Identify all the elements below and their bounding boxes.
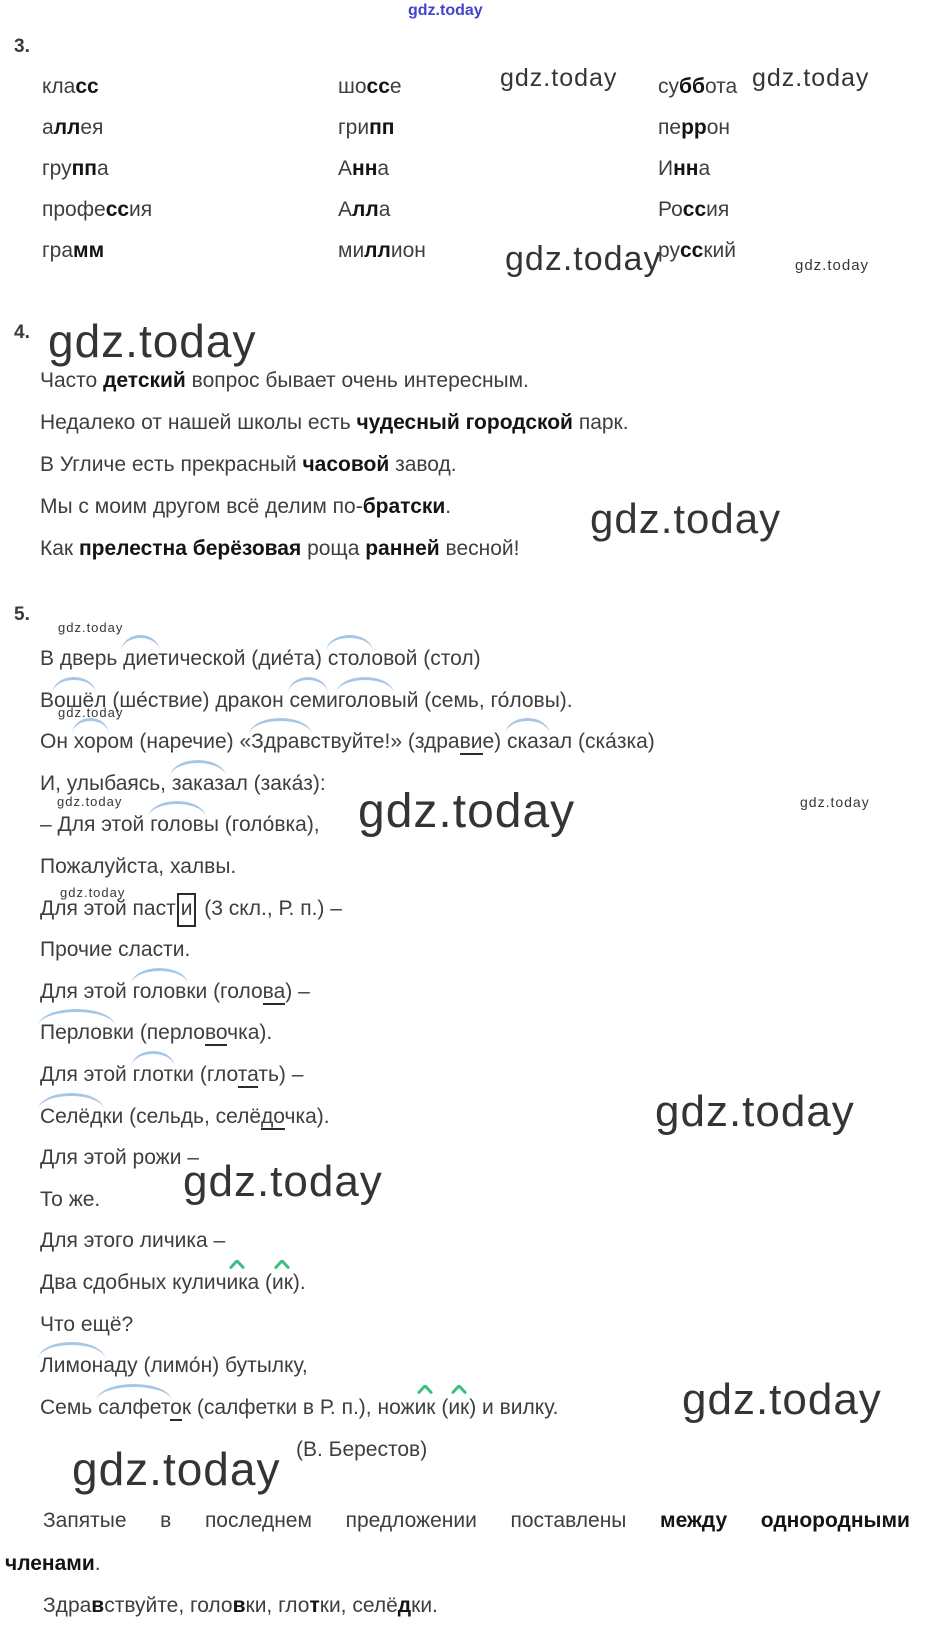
- text: а (: [247, 1271, 272, 1294]
- text: шо: [338, 75, 367, 98]
- text: ки (гло: [173, 1063, 238, 1086]
- text: ть) –: [258, 1063, 304, 1086]
- text: а: [698, 157, 711, 180]
- watermark: gdz.today: [58, 620, 124, 635]
- bold-text: сс: [105, 198, 130, 221]
- watermark: gdz.today: [590, 495, 782, 542]
- watermark: gdz.today: [72, 1443, 281, 1495]
- watermark: gdz.today: [358, 785, 576, 838]
- text: ы (голо́вка),: [203, 813, 320, 836]
- poem-line: [40, 1312, 133, 1338]
- watermark: gdz.today: [57, 794, 123, 809]
- text: ия: [706, 198, 730, 221]
- bold-text: однородными: [760, 1509, 910, 1532]
- text: к (салфетки в Р. п.), нож: [181, 1396, 415, 1419]
- text: (3 скл., Р. п.) –: [198, 897, 342, 920]
- watermark: gdz.today: [655, 1087, 855, 1136]
- text: весной!: [439, 537, 520, 560]
- poem-line: [40, 1145, 199, 1171]
- sentence: [40, 452, 457, 478]
- word: [42, 197, 152, 223]
- text: Для этой паст: [40, 897, 176, 920]
- poem-line: [40, 1104, 330, 1130]
- text: Два сдобных кулич: [40, 1271, 227, 1294]
- text: Пожалуйста, халвы.: [40, 855, 237, 878]
- text: Он: [40, 730, 74, 753]
- sentence: [40, 368, 529, 394]
- text: Для этой: [40, 980, 133, 1003]
- bold-text: лл: [53, 116, 81, 139]
- text: су: [658, 75, 679, 98]
- text: А: [338, 198, 353, 221]
- answer-note: [5, 1509, 910, 1533]
- text: ствуйте!» (здра: [310, 730, 460, 753]
- watermark: gdz.today: [682, 1375, 882, 1424]
- text: Мы с моим другом всё делим по-: [40, 495, 363, 518]
- text: предложении: [345, 1509, 477, 1532]
- root-arc-mark: сказ: [507, 730, 549, 753]
- root-arc-mark: ошё: [54, 689, 95, 712]
- text: ота: [704, 75, 738, 98]
- text: ом (наречие) «: [107, 730, 252, 753]
- text: а: [377, 157, 390, 180]
- poem-line: [40, 688, 573, 714]
- bold-text: в: [232, 1594, 246, 1617]
- text: Что ещё?: [40, 1313, 134, 1336]
- text: ).: [292, 1271, 306, 1294]
- text: ки (перло: [113, 1021, 205, 1044]
- poem-line: [40, 1020, 272, 1046]
- root-arc-mark: Перлов: [40, 1021, 114, 1044]
- text: ки (сельдь, селё: [102, 1105, 262, 1128]
- bold-text: прелестна берёзовая: [78, 537, 302, 560]
- bold-text: детский: [103, 369, 186, 392]
- text: профе: [42, 198, 106, 221]
- text: Ро: [658, 198, 683, 221]
- text: ал (ска́зка): [548, 730, 655, 753]
- text: чка).: [227, 1021, 273, 1044]
- text: Для этого личика –: [40, 1229, 226, 1252]
- text: Для этой рожи –: [40, 1146, 199, 1169]
- watermark: gdz.today: [48, 315, 257, 367]
- word: [338, 197, 390, 223]
- watermark: gdz.today: [505, 240, 662, 278]
- poem-line: [40, 1270, 306, 1296]
- watermark: gdz.today: [795, 257, 870, 274]
- text: То же.: [40, 1188, 101, 1211]
- suffix-caret-mark: ик: [226, 1271, 248, 1294]
- word: [338, 74, 402, 100]
- root-arc-mark: глот: [132, 1063, 174, 1086]
- root-arc-mark: сем: [289, 689, 327, 712]
- text: Запятые: [43, 1509, 127, 1532]
- text: В дверь: [40, 647, 124, 670]
- poem-line: [40, 1353, 308, 1379]
- text: – Для этой: [40, 813, 151, 836]
- root-arc-mark: голов: [132, 980, 187, 1003]
- poem-line: [40, 979, 310, 1005]
- ending-box-mark: и: [177, 893, 197, 927]
- text: завод.: [389, 453, 457, 476]
- text: ки, селё: [319, 1594, 398, 1617]
- text: (: [435, 1396, 449, 1419]
- text: пе: [658, 116, 682, 139]
- watermark: gdz.today: [58, 705, 124, 720]
- poem-line: [40, 1062, 303, 1088]
- suffix-caret-mark: ик: [271, 1271, 293, 1294]
- root-arc-mark: заказ: [171, 772, 224, 795]
- text: ) –: [285, 980, 310, 1003]
- underline-mark: до: [261, 1105, 285, 1128]
- poem-line: [40, 1395, 558, 1421]
- bold-text: рр: [681, 116, 707, 139]
- text: Семь: [40, 1396, 99, 1419]
- poem-line: [40, 729, 655, 755]
- root-arc-mark: хор: [73, 730, 108, 753]
- text: ствуйте, голо: [104, 1594, 233, 1617]
- watermark: gdz.today: [800, 794, 870, 810]
- text: гри: [338, 116, 370, 139]
- text: ми: [338, 239, 365, 262]
- poem-line: [40, 854, 236, 880]
- exercise-5-number: 5.: [14, 604, 30, 625]
- word: [658, 197, 729, 223]
- bold-text: чудесный городской: [356, 411, 573, 434]
- bold-text: лл: [352, 198, 379, 221]
- text: Для этой: [40, 1063, 133, 1086]
- text: е: [389, 75, 402, 98]
- root-arc-mark: голов: [337, 689, 392, 712]
- underline-mark: ва: [262, 980, 286, 1003]
- suffix-caret-mark: ик: [448, 1396, 470, 1419]
- text: в: [160, 1509, 172, 1532]
- suffix-caret-mark: ик: [414, 1396, 436, 1419]
- text: вопрос бывает очень интересным.: [185, 369, 529, 392]
- root-arc-mark: дие: [123, 647, 159, 670]
- text: кий: [703, 239, 736, 262]
- bold-text: нн: [352, 157, 378, 180]
- text: и: [326, 689, 338, 712]
- note-line: [5, 1551, 101, 1577]
- root-arc-mark: Здрав: [251, 730, 311, 753]
- underline-mark: та: [237, 1063, 259, 1086]
- text: Здра: [43, 1594, 92, 1617]
- bold-text: часовой: [302, 453, 390, 476]
- bold-text: бб: [679, 75, 705, 98]
- word: [42, 156, 109, 182]
- poem-line: [40, 896, 342, 922]
- bold-text: лл: [364, 239, 391, 262]
- bold-text: сс: [75, 75, 99, 98]
- bold-text: пп: [369, 116, 395, 139]
- word: [658, 156, 710, 182]
- final-words-line: [43, 1593, 438, 1619]
- text: ки.: [411, 1594, 438, 1617]
- bold-text: сс: [679, 239, 704, 262]
- root-arc-mark: Селёд: [40, 1105, 103, 1128]
- underline-mark: во: [205, 1021, 228, 1044]
- watermark: gdz.today: [500, 64, 618, 92]
- word: [338, 115, 394, 141]
- word: [338, 238, 426, 264]
- word: [338, 156, 389, 182]
- bold-text: т: [309, 1594, 320, 1617]
- text: .: [94, 1552, 101, 1575]
- text: ру: [658, 239, 680, 262]
- word: [42, 238, 104, 264]
- text: В: [40, 689, 55, 712]
- text: овой (стол): [371, 647, 481, 670]
- text: В Угличе есть прекрасный: [40, 453, 303, 476]
- sentence: [40, 494, 451, 520]
- text: аду (лимо́н) бутылку,: [103, 1354, 308, 1377]
- text: Как: [40, 537, 79, 560]
- text: ия: [129, 198, 153, 221]
- text: Недалеко от нашей школы есть: [40, 411, 357, 434]
- text: ки (голо: [186, 980, 263, 1003]
- text: ея: [80, 116, 104, 139]
- text: Прочие сласти.: [40, 938, 191, 961]
- text: кла: [42, 75, 76, 98]
- poem-author: (В. Берестов): [296, 1438, 428, 1461]
- root-arc-mark: стол: [327, 647, 372, 670]
- poem-line: [40, 1228, 225, 1254]
- text: .: [445, 495, 452, 518]
- text: последнем: [204, 1509, 312, 1532]
- text: чка).: [284, 1105, 330, 1128]
- text: ) и вилку.: [469, 1396, 559, 1419]
- poem-line: [40, 646, 481, 672]
- watermark: gdz.today: [752, 64, 870, 92]
- text: а: [42, 116, 54, 139]
- word: [658, 238, 736, 264]
- exercise-4-number: 4.: [14, 322, 30, 343]
- text: тической (дие́та): [158, 647, 328, 670]
- sentence: [40, 536, 519, 562]
- text: он: [706, 116, 730, 139]
- bold-text: пп: [71, 157, 97, 180]
- bold-text: в: [91, 1594, 105, 1617]
- text: а: [378, 198, 391, 221]
- text: парк.: [572, 411, 629, 434]
- text: И, улыбаясь,: [40, 772, 172, 795]
- underline-mark: о: [170, 1396, 182, 1419]
- text: а: [96, 157, 109, 180]
- text: ион: [390, 239, 426, 262]
- poem-line: [40, 771, 326, 797]
- root-arc-mark: Лимон: [40, 1354, 104, 1377]
- bold-text: д: [397, 1594, 412, 1617]
- watermark: gdz.today: [60, 885, 126, 900]
- poem-line: [40, 812, 320, 838]
- bold-text: братски: [362, 495, 446, 518]
- text: Часто: [40, 369, 104, 392]
- poem-line: [40, 1187, 100, 1213]
- root-arc-mark: голов: [150, 813, 204, 836]
- root-arc-mark: салфет: [98, 1396, 171, 1419]
- exercise-3-number: 3.: [14, 36, 30, 57]
- word: [658, 115, 730, 141]
- text: гру: [42, 157, 72, 180]
- note-line: [5, 1509, 910, 1533]
- word: [42, 115, 103, 141]
- bold-text: нн: [673, 157, 699, 180]
- bold-text: сс: [366, 75, 390, 98]
- text: л (ше́ствие) дракон: [94, 689, 290, 712]
- bold-text: членами: [5, 1552, 95, 1575]
- bold-text: ранней: [365, 537, 440, 560]
- text: А: [338, 157, 353, 180]
- watermark: gdz.today: [183, 1157, 383, 1206]
- bold-text: между: [660, 1509, 728, 1532]
- text: роща: [301, 537, 366, 560]
- word: [658, 74, 737, 100]
- text: И: [658, 157, 674, 180]
- text: ки, гло: [245, 1594, 310, 1617]
- text: поставлены: [510, 1509, 627, 1532]
- watermark: gdz.today: [408, 2, 483, 19]
- bold-text: сс: [682, 198, 707, 221]
- poem-line: [40, 937, 190, 963]
- text: ал (зака́з):: [223, 772, 326, 795]
- text: гра: [42, 239, 74, 262]
- underline-mark: ви: [459, 730, 483, 753]
- sentence: [40, 410, 629, 436]
- text: е): [482, 730, 508, 753]
- word: [42, 74, 99, 100]
- bold-text: мм: [73, 239, 105, 262]
- text: ый (семь, го́ловы).: [391, 689, 573, 712]
